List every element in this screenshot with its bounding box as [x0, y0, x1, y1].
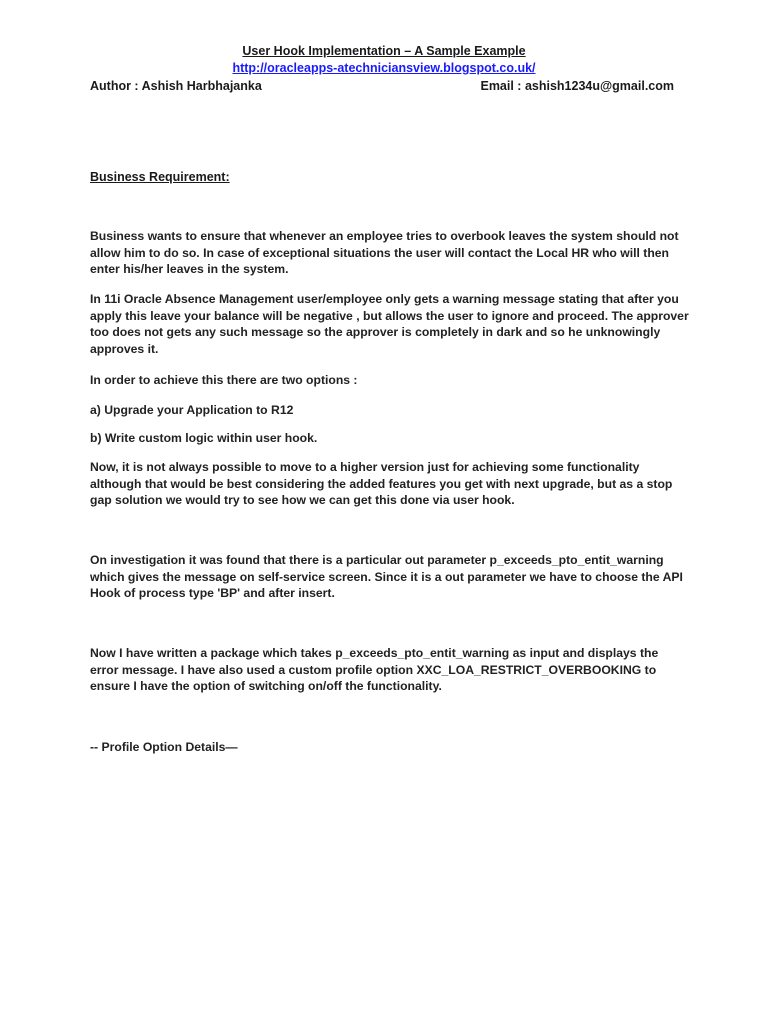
blog-link[interactable]: http://oracleapps-atechniciansview.blogspot.co.uk/ [232, 61, 536, 75]
email-line: Email : ashish1234u@gmail.com [480, 79, 674, 93]
author-line: Author : Ashish Harbhajanka [90, 79, 262, 93]
paragraph-package: Now I have written a package which takes p_exceeds_pto_entit_warning as input and displays the error message. I have also used a custom profile option XXC_LOA_RESTRICT_OVERBOOKING to ensure I have the option of switching on/off the functionality. [90, 646, 659, 694]
paragraph-11i-behavior: In 11i Oracle Absence Management user/employee only gets a warning message stating that after you apply this leave your balance will be negative , but allows the user to ignore and proceed. The approver too does not gets any such message so the approver is completely in dark and so he unknowingly approves it. [90, 292, 689, 356]
paragraph-option-a: a) Upgrade your Application to R12 [90, 403, 294, 417]
paragraph-investigation: On investigation it was found that there is a particular out parameter p_exceeds_pto_entit_warning which gives the message on self-service screen. Since it is a out parameter we have to choose the API Hook of process type 'BP' and after insert. [90, 553, 683, 601]
paragraph-upgrade-note: Now, it is not always possible to move to a higher version just for achieving some functionality although that would be best considering the added features you get with next upgrade, but as a stop gap solution we would try to see how we can get this done via user hook. [90, 460, 673, 508]
section-heading: Business Requirement: [90, 170, 230, 184]
paragraph-requirement: Business wants to ensure that whenever an employee tries to overbook leaves the system should not allow him to do so. In case of exceptional situations the user will contact the Local HR who will then enter his/her leaves in the system. [90, 229, 679, 277]
paragraph-profile-option: -- Profile Option Details— [90, 740, 238, 754]
paragraph-option-b: b) Write custom logic within user hook. [90, 431, 318, 445]
paragraph-options-intro: In order to achieve this there are two options : [90, 373, 358, 387]
document-title: User Hook Implementation – A Sample Example [242, 44, 526, 58]
